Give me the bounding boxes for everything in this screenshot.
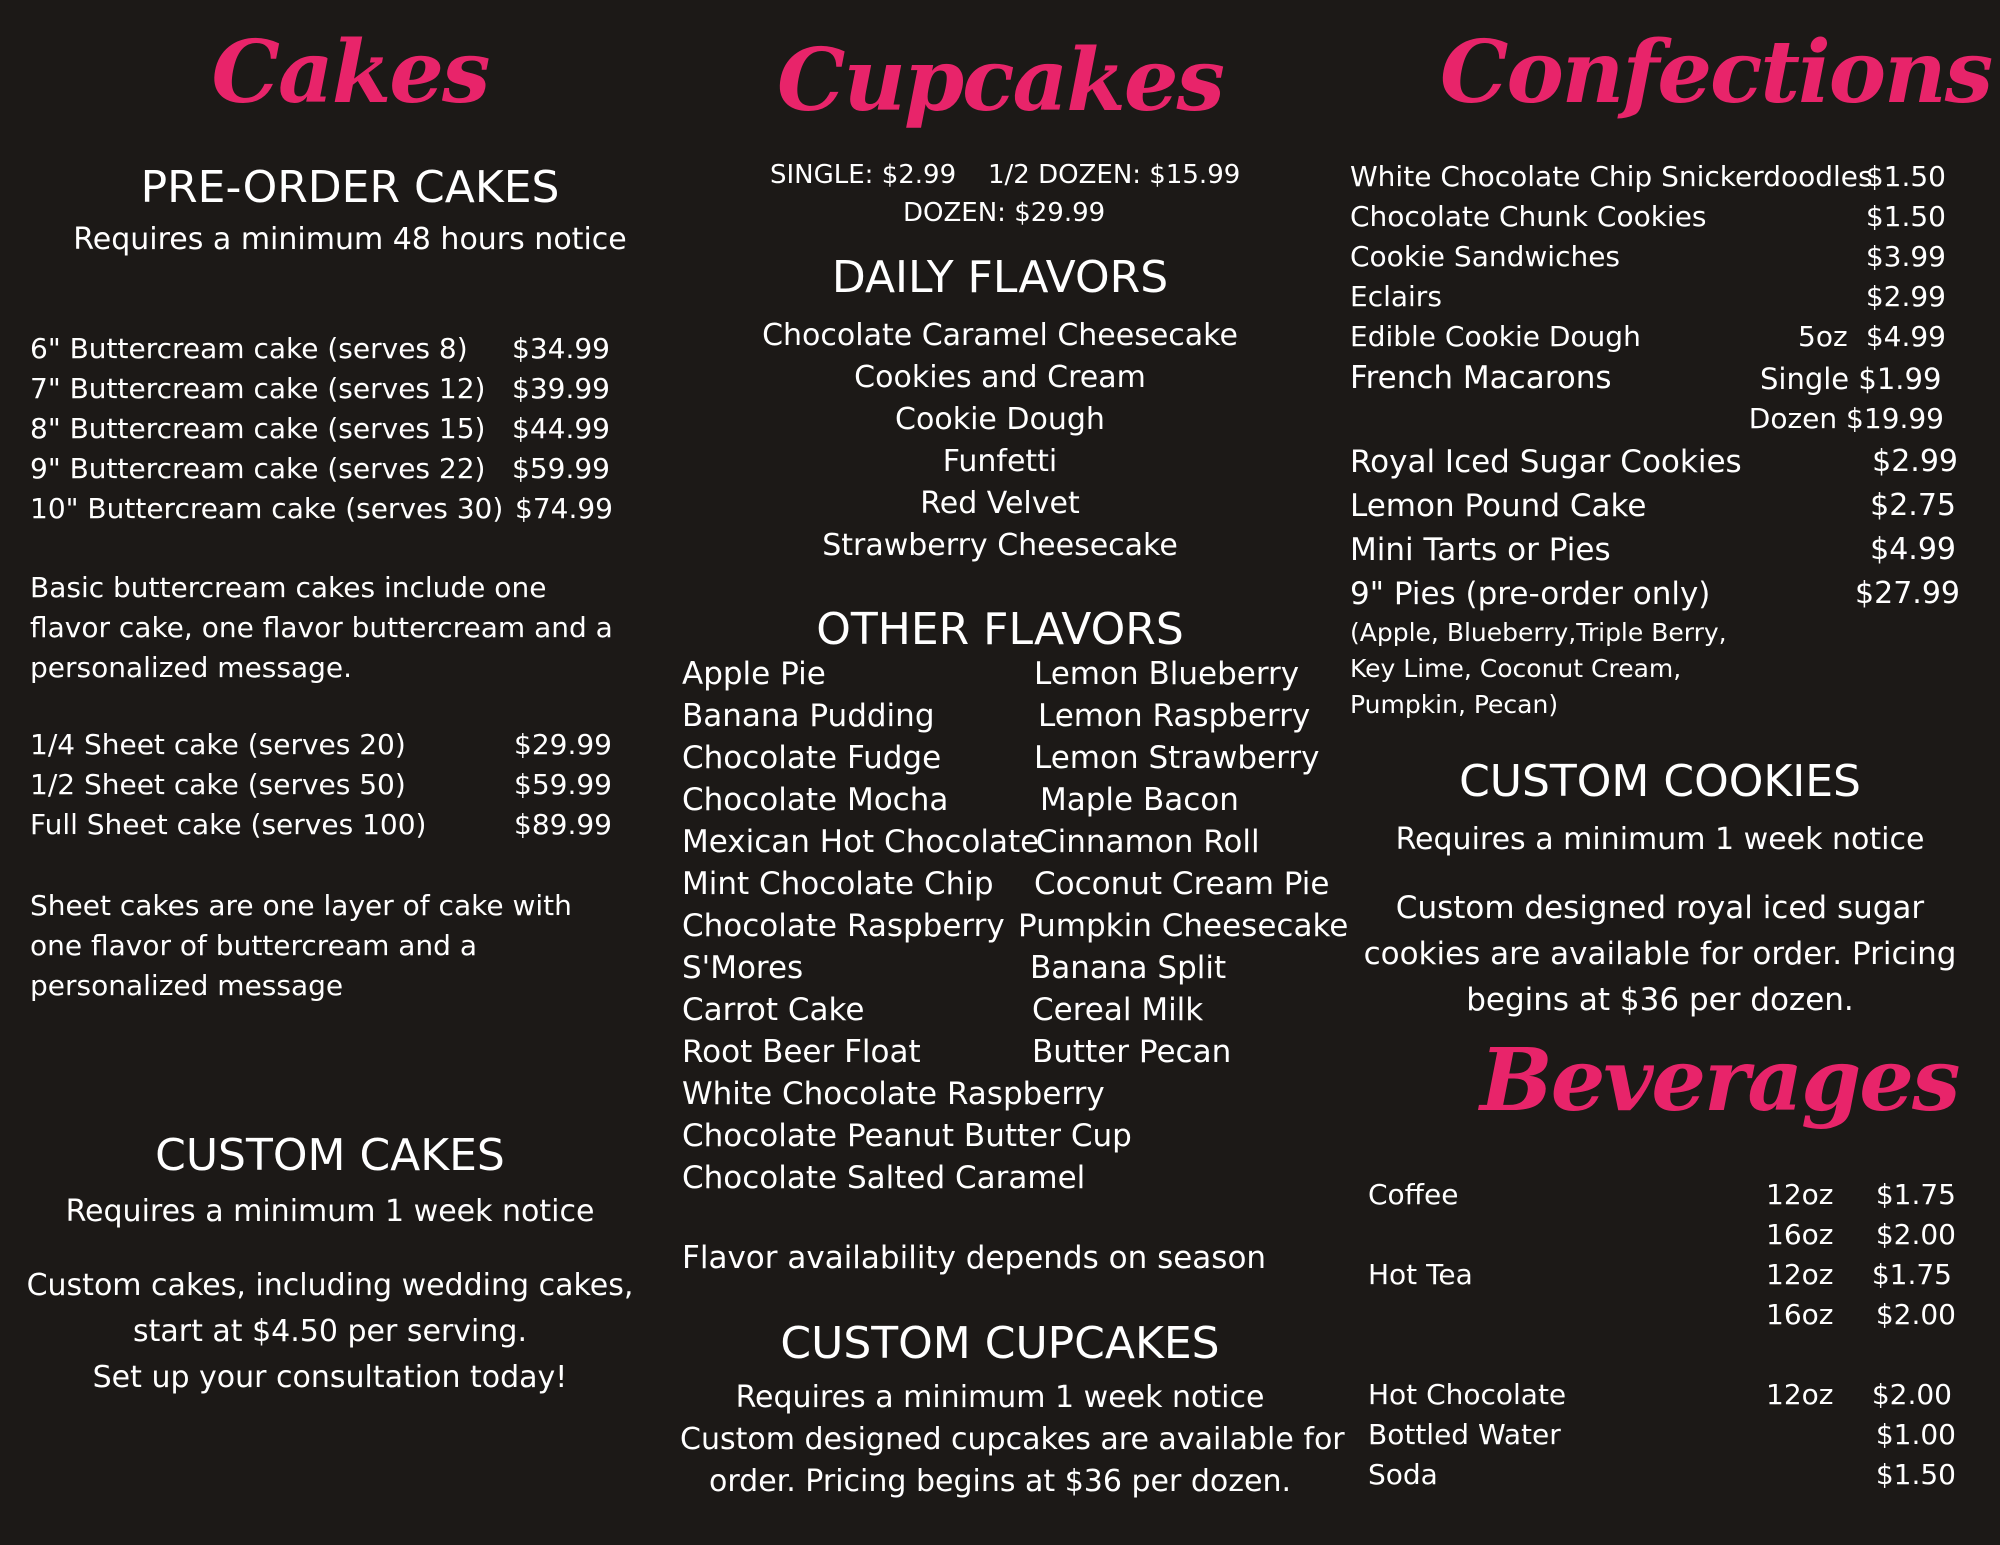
confection-item: Royal Iced Sugar Cookies — [1350, 444, 1742, 480]
other-flavor: Chocolate Raspberry — [682, 908, 1005, 944]
confection-item: Edible Cookie Dough — [1350, 320, 1641, 353]
beverage-item: Soda — [1368, 1458, 1438, 1491]
custom-cookies-line: begins at $36 per dozen. — [1466, 982, 1854, 1018]
confection-price: $2.75 — [1870, 488, 1956, 523]
macarons-dozen-price: Dozen $19.99 — [1748, 402, 1944, 435]
buttercream-item: 8" Buttercream cake (serves 15) — [30, 412, 486, 445]
other-flavor: Banana Split — [1030, 950, 1227, 986]
pies-note-line: (Apple, Blueberry,Triple Berry, — [1350, 618, 1727, 647]
custom-cakes-note: Requires a minimum 1 week notice — [65, 1194, 595, 1229]
confection-price: $1.50 — [1865, 200, 1946, 233]
daily-flavor: Chocolate Caramel Cheesecake — [762, 318, 1238, 353]
sheet-cake-item: 1/4 Sheet cake (serves 20) — [30, 728, 406, 761]
sheet-cake-price: $29.99 — [514, 728, 612, 761]
cupcake-dozen-price: DOZEN: $29.99 — [903, 198, 1106, 228]
daily-flavors-heading: DAILY FLAVORS — [831, 252, 1169, 303]
confection-item: Mini Tarts or Pies — [1350, 532, 1611, 568]
daily-flavor: Strawberry Cheesecake — [822, 528, 1178, 563]
confection-item: Eclairs — [1350, 280, 1442, 313]
other-flavor: Apple Pie — [682, 656, 826, 692]
other-flavor: Chocolate Peanut Butter Cup — [682, 1118, 1132, 1154]
confection-price: $2.99 — [1872, 444, 1958, 479]
other-flavor: Mint Chocolate Chip — [682, 866, 994, 902]
daily-flavor: Cookies and Cream — [854, 360, 1146, 395]
beverage-size: 16oz — [1766, 1298, 1834, 1331]
macarons-single-price: Single $1.99 — [1760, 362, 1942, 396]
other-flavor: Carrot Cake — [682, 992, 865, 1028]
custom-cakes-line: Set up your consultation today! — [92, 1360, 568, 1395]
other-flavor: Chocolate Salted Caramel — [682, 1160, 1086, 1196]
other-flavor: Chocolate Fudge — [682, 740, 942, 776]
confection-price: $1.50 — [1865, 160, 1946, 193]
confection-size: 5oz — [1798, 320, 1848, 353]
other-flavor: Chocolate Mocha — [682, 782, 949, 818]
beverage-size: 12oz — [1766, 1378, 1834, 1411]
other-flavor: Lemon Raspberry — [1038, 698, 1311, 734]
beverage-price: $2.00 — [1871, 1378, 1952, 1411]
pies-note-line: Key Lime, Coconut Cream, — [1350, 654, 1682, 683]
confection-item: 9" Pies (pre-order only) — [1350, 576, 1711, 612]
buttercream-item: 6" Buttercream cake (serves 8) — [30, 332, 468, 365]
confection-price: $2.99 — [1865, 280, 1946, 313]
custom-cookies-line: Custom designed royal iced sugar — [1395, 890, 1925, 926]
buttercream-item: 10" Buttercream cake (serves 30) — [30, 492, 504, 525]
confection-item: Cookie Sandwiches — [1350, 240, 1621, 273]
other-flavor: Lemon Blueberry — [1034, 656, 1300, 692]
other-flavor: White Chocolate Raspberry — [682, 1076, 1105, 1112]
other-flavor: Butter Pecan — [1032, 1034, 1232, 1070]
custom-cupcakes-line: order. Pricing begins at $36 per dozen. — [708, 1464, 1292, 1499]
custom-cakes-heading: CUSTOM CAKES — [155, 1130, 505, 1181]
basic-cakes-note: Basic buttercream cakes include one flavor cake, one flavor buttercream and a personalized message. — [30, 571, 613, 684]
preorder-cakes-note: Requires a minimum 48 hours notice — [73, 222, 627, 257]
beverage-price: $1.75 — [1875, 1178, 1956, 1211]
beverage-price: $1.50 — [1875, 1458, 1956, 1491]
other-flavor: Banana Pudding — [682, 698, 935, 734]
buttercream-price: $59.99 — [512, 452, 610, 485]
custom-cakes-line: start at $4.50 per serving. — [133, 1314, 527, 1349]
other-flavors-heading: OTHER FLAVORS — [816, 604, 1184, 655]
beverage-item: Hot Tea — [1368, 1258, 1473, 1291]
preorder-cakes-heading: PRE-ORDER CAKES — [140, 162, 560, 213]
sheet-cake-item: 1/2 Sheet cake (serves 50) — [30, 768, 406, 801]
cakes-title: Cakes — [211, 22, 489, 123]
confection-item: White Chocolate Chip Snickerdoodles — [1350, 160, 1873, 193]
other-flavor: Cereal Milk — [1032, 992, 1204, 1028]
beverage-item: Bottled Water — [1368, 1418, 1561, 1451]
buttercream-price: $34.99 — [512, 332, 610, 365]
buttercream-item: 7" Buttercream cake (serves 12) — [30, 372, 486, 405]
custom-cupcakes-note: Requires a minimum 1 week notice — [735, 1380, 1265, 1415]
beverage-price: $2.00 — [1875, 1298, 1956, 1331]
macarons-item: French Macarons — [1350, 360, 1612, 396]
buttercream-price: $39.99 — [512, 372, 610, 405]
confection-price: $4.99 — [1870, 532, 1956, 567]
other-flavor: Maple Bacon — [1040, 782, 1239, 818]
buttercream-price: $74.99 — [515, 492, 613, 525]
pies-note-line: Pumpkin, Pecan) — [1350, 690, 1559, 719]
beverages-title: Beverages — [1480, 1030, 1959, 1131]
cupcakes-title: Cupcakes — [777, 30, 1223, 131]
cupcake-half-dozen-price: 1/2 DOZEN: $15.99 — [988, 160, 1241, 190]
buttercream-item: 9" Buttercream cake (serves 22) — [30, 452, 486, 485]
daily-flavor: Funfetti — [942, 444, 1058, 479]
beverage-price: $2.00 — [1875, 1218, 1956, 1251]
beverage-item: Coffee — [1368, 1178, 1459, 1211]
confection-item: Chocolate Chunk Cookies — [1350, 200, 1707, 233]
other-flavor: Mexican Hot Chocolate — [682, 824, 1040, 860]
sheet-cakes-note: Sheet cakes are one layer of cake with one flavor of buttercream and a personalized message — [30, 889, 572, 1002]
daily-flavor: Cookie Dough — [895, 402, 1105, 437]
beverage-size: 12oz — [1766, 1178, 1834, 1211]
other-flavor: Cinnamon Roll — [1036, 824, 1260, 860]
other-flavor: Root Beer Float — [682, 1034, 921, 1070]
custom-cupcakes-line: Custom designed cupcakes are available for — [680, 1422, 1345, 1457]
daily-flavor: Red Velvet — [920, 486, 1080, 521]
other-flavor: Coconut Cream Pie — [1034, 866, 1330, 902]
flavor-availability-note: Flavor availability depends on season — [682, 1240, 1267, 1276]
beverage-price: $1.75 — [1871, 1258, 1952, 1291]
sheet-cake-price: $89.99 — [514, 808, 612, 841]
custom-cupcakes-heading: CUSTOM CUPCAKES — [780, 1318, 1220, 1369]
cupcake-single-price: SINGLE: $2.99 — [770, 160, 957, 190]
confection-price: $27.99 — [1855, 576, 1960, 611]
confections-title: Confections — [1440, 22, 1992, 123]
confection-price: $3.99 — [1865, 240, 1946, 273]
custom-cakes-line: Custom cakes, including wedding cakes, — [26, 1268, 634, 1303]
beverage-price: $1.00 — [1875, 1418, 1956, 1451]
buttercream-price: $44.99 — [512, 412, 610, 445]
confection-item: Lemon Pound Cake — [1350, 488, 1647, 524]
beverage-item: Hot Chocolate — [1368, 1378, 1567, 1411]
other-flavor: S'Mores — [682, 950, 804, 986]
sheet-cake-item: Full Sheet cake (serves 100) — [30, 808, 427, 841]
sheet-cake-price: $59.99 — [514, 768, 612, 801]
other-flavor: Lemon Strawberry — [1034, 740, 1320, 776]
confection-price: $4.99 — [1865, 320, 1946, 353]
other-flavor: Pumpkin Cheesecake — [1018, 908, 1349, 944]
custom-cookies-heading: CUSTOM COOKIES — [1459, 756, 1861, 807]
beverage-size: 16oz — [1766, 1218, 1834, 1251]
custom-cookies-note: Requires a minimum 1 week notice — [1395, 822, 1925, 857]
beverage-size: 12oz — [1766, 1258, 1834, 1291]
custom-cookies-line: cookies are available for order. Pricing — [1363, 936, 1957, 972]
